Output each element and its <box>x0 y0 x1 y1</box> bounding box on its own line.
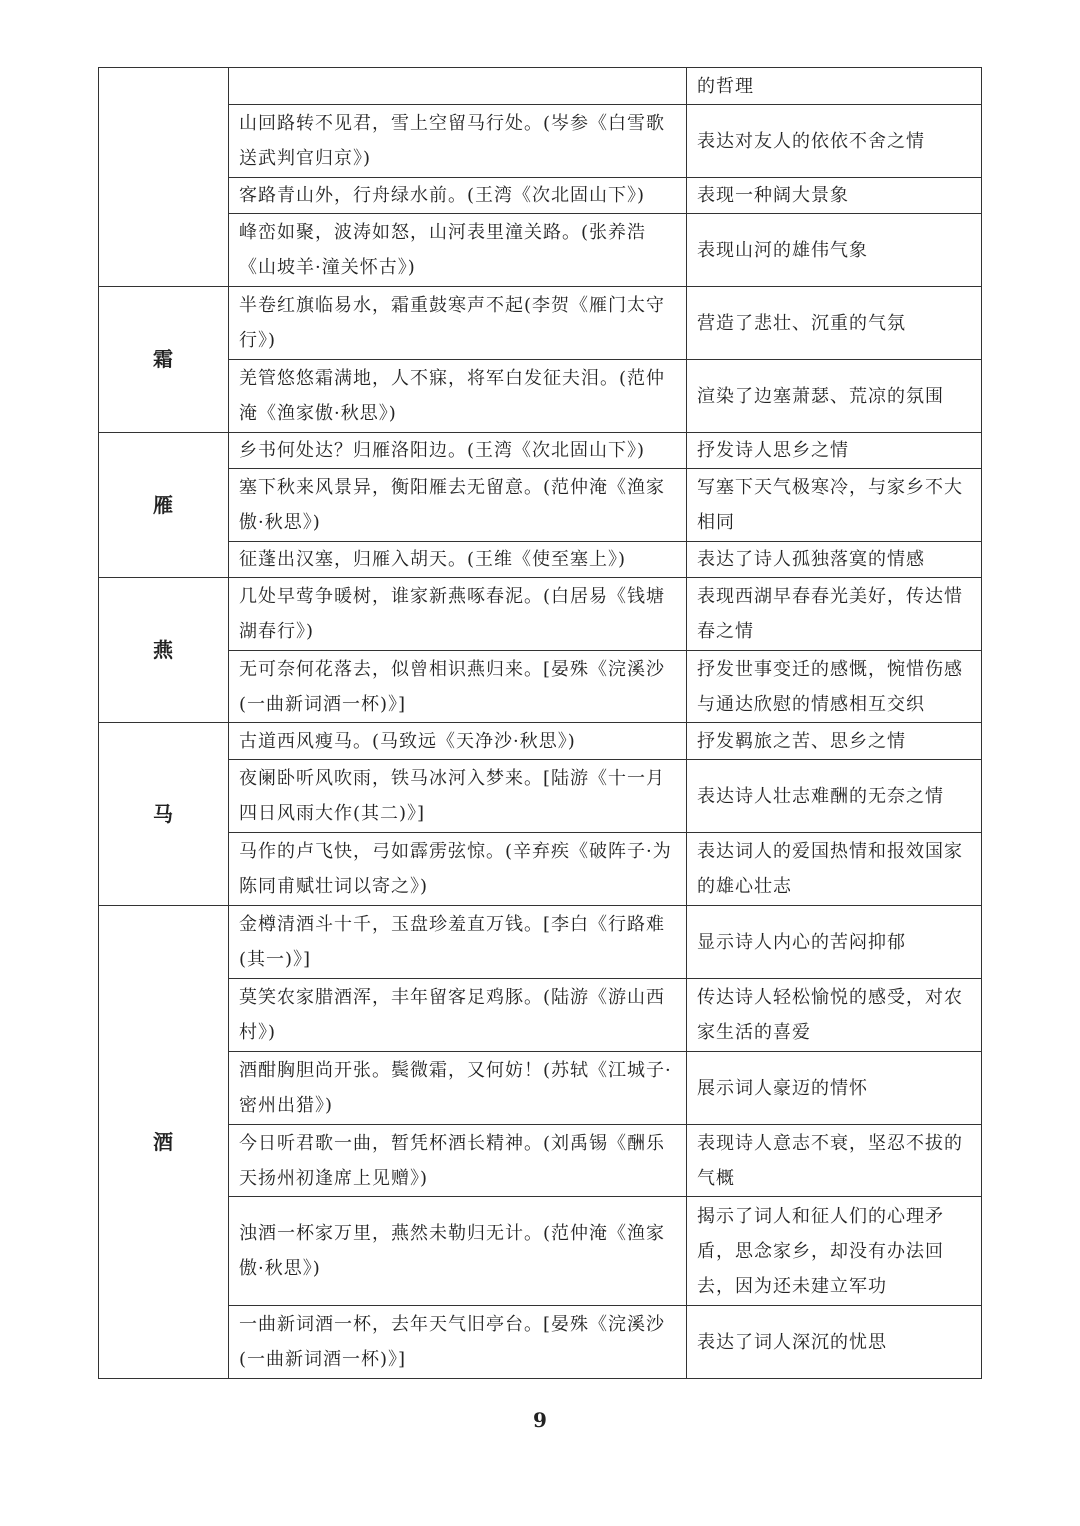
poem-cell: 半卷红旗临易水，霜重鼓寒声不起(李贺《雁门太守行》) <box>229 287 687 360</box>
page-number: 9 <box>533 1408 547 1432</box>
effect-cell: 表达对友人的依依不舍之情 <box>687 105 982 178</box>
poem-cell: 征蓬出汉塞，归雁入胡天。(王维《使至塞上》) <box>229 542 687 578</box>
effect-cell: 写塞下天气极寒冷，与家乡不大相同 <box>687 469 982 542</box>
effect-cell: 渲染了边塞萧瑟、荒凉的氛围 <box>687 360 982 433</box>
category-cell <box>99 68 229 287</box>
table-row <box>99 723 982 760</box>
category-cell: 马 <box>99 723 229 906</box>
effect-cell: 表现西湖早春春光美好，传达惜春之情 <box>687 578 982 651</box>
poem-cell: 夜阑卧听风吹雨，铁马冰河入梦来。[陆游《十一月四日风雨大作(其二)》] <box>229 760 687 833</box>
poem-cell: 金樽清酒斗十千，玉盘珍羞直万钱。[李白《行路难(其一)》] <box>229 906 687 979</box>
table-row <box>99 1197 982 1306</box>
effect-cell: 传达诗人轻松愉悦的感受，对农家生活的喜爱 <box>687 979 982 1052</box>
effect-cell: 表达诗人壮志难酬的无奈之情 <box>687 760 982 833</box>
table-row <box>99 469 982 542</box>
poem-cell: 古道西风瘦马。(马致远《天净沙·秋思》) <box>229 723 687 760</box>
poem-cell: 乡书何处达？归雁洛阳边。(王湾《次北固山下》) <box>229 433 687 469</box>
poem-cell: 塞下秋来风景异，衡阳雁去无留意。(范仲淹《渔家傲·秋思》) <box>229 469 687 542</box>
effect-cell: 表现一种阔大景象 <box>687 178 982 214</box>
poem-cell: 客路青山外，行舟绿水前。(王湾《次北固山下》) <box>229 178 687 214</box>
table-row <box>99 979 982 1052</box>
poem-cell: 一曲新词酒一杯，去年天气旧亭台。[晏殊《浣溪沙(一曲新词酒一杯)》] <box>229 1306 687 1379</box>
poem-cell: 马作的卢飞快，弓如霹雳弦惊。(辛弃疾《破阵子·为陈同甫赋壮词以寄之》) <box>229 833 687 906</box>
poem-cell: 几处早莺争暖树，谁家新燕啄春泥。(白居易《钱塘湖春行》) <box>229 578 687 651</box>
table-row <box>99 68 982 105</box>
effect-cell: 显示诗人内心的苦闷抑郁 <box>687 906 982 979</box>
category-cell: 霜 <box>99 287 229 433</box>
effect-cell: 表达了诗人孤独落寞的情感 <box>687 542 982 578</box>
table-row <box>99 1125 982 1197</box>
poem-cell: 莫笑农家腊酒浑，丰年留客足鸡豚。(陆游《游山西村》) <box>229 979 687 1052</box>
table-row <box>99 214 982 287</box>
table-row <box>99 1306 982 1379</box>
effect-cell: 表现山河的雄伟气象 <box>687 214 982 287</box>
effect-cell: 营造了悲壮、沉重的气氛 <box>687 287 982 360</box>
poem-cell: 山回路转不见君，雪上空留马行处。(岑参《白雪歌送武判官归京》) <box>229 105 687 178</box>
table-row <box>99 578 982 651</box>
table-row <box>99 433 982 469</box>
effect-cell: 表达词人的爱国热情和报效国家的雄心壮志 <box>687 833 982 906</box>
category-cell: 燕 <box>99 578 229 723</box>
effect-cell: 表达了词人深沉的忧思 <box>687 1306 982 1379</box>
table-row <box>99 1052 982 1125</box>
table-row <box>99 178 982 214</box>
effect-cell: 抒发世事变迁的感慨，惋惜伤感与通达欣慰的情感相互交织 <box>687 651 982 723</box>
effect-cell: 表现诗人意志不衰，坚忍不拔的气概 <box>687 1125 982 1197</box>
effect-cell: 抒发诗人思乡之情 <box>687 433 982 469</box>
poem-cell: 峰峦如聚，波涛如怒，山河表里潼关路。(张养浩《山坡羊·潼关怀古》) <box>229 214 687 287</box>
poem-imagery-table <box>98 67 982 1379</box>
effect-cell: 揭示了词人和征人们的心理矛盾，思念家乡，却没有办法回去，因为还未建立军功 <box>687 1197 982 1306</box>
table-row <box>99 287 982 360</box>
category-cell: 酒 <box>99 906 229 1379</box>
category-cell: 雁 <box>99 433 229 578</box>
poem-cell: 酒酣胸胆尚开张。鬓微霜，又何妨！(苏轼《江城子·密州出猎》) <box>229 1052 687 1125</box>
effect-cell: 展示词人豪迈的情怀 <box>687 1052 982 1125</box>
poem-cell <box>229 68 687 105</box>
table-row <box>99 651 982 723</box>
effect-cell: 的哲理 <box>687 68 982 105</box>
table-row <box>99 360 982 433</box>
poem-cell: 浊酒一杯家万里，燕然未勒归无计。(范仲淹《渔家傲·秋思》) <box>229 1197 687 1306</box>
poem-cell: 今日听君歌一曲，暂凭杯酒长精神。(刘禹锡《酬乐天扬州初逢席上见赠》) <box>229 1125 687 1197</box>
poem-cell: 无可奈何花落去，似曾相识燕归来。[晏殊《浣溪沙(一曲新词酒一杯)》] <box>229 651 687 723</box>
table-row <box>99 542 982 578</box>
table-row <box>99 105 982 178</box>
table-row <box>99 760 982 833</box>
table-row <box>99 906 982 979</box>
poem-cell: 羌管悠悠霜满地，人不寐，将军白发征夫泪。(范仲淹《渔家傲·秋思》) <box>229 360 687 433</box>
table-row <box>99 833 982 906</box>
effect-cell: 抒发羁旅之苦、思乡之情 <box>687 723 982 760</box>
